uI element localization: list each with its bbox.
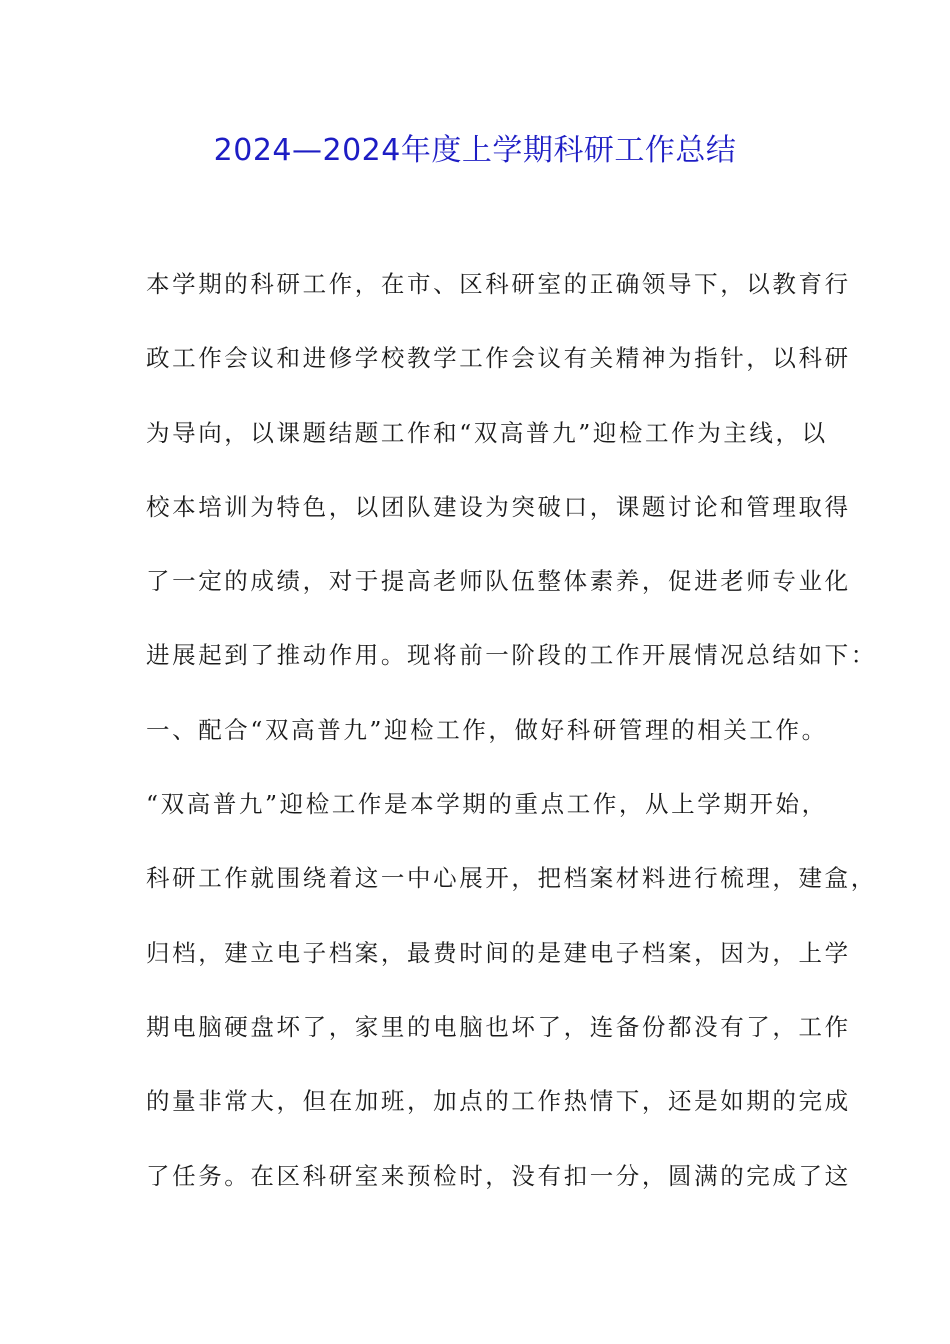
body-line: 的量非常大，但在加班，加点的工作热情下，还是如期的完成 bbox=[146, 1087, 851, 1116]
body-line: 为导向，以课题结题工作和“双高普九”迎检工作为主线，以 bbox=[146, 418, 828, 447]
document-title: 2024—2024年度上学期科研工作总结 bbox=[213, 133, 737, 168]
body-line: “双高普九”迎检工作是本学期的重点工作，从上学期开始， bbox=[146, 790, 828, 819]
document-body bbox=[146, 264, 877, 1230]
body-line: 期电脑硬盘坏了，家里的电脑也坏了，连备份都没有了，工作 bbox=[146, 1012, 851, 1041]
body-line: 校本培训为特色，以团队建设为突破口，课题讨论和管理取得 bbox=[146, 492, 851, 521]
body-line: 归档，建立电子档案，最费时间的是建电子档案，因为，上学 bbox=[146, 938, 851, 967]
body-line: 政工作会议和进修学校教学工作会议有关精神为指针，以科研 bbox=[146, 344, 851, 373]
section-heading-1: 一、配合“双高普九”迎检工作，做好科研管理的相关工作。 bbox=[146, 715, 828, 744]
body-line: 本学期的科研工作，在市、区科研室的正确领导下，以教育行 bbox=[146, 270, 851, 298]
body-line: 进展起到了推动作用。现将前一阶段的工作开展情况总结如下： bbox=[146, 641, 877, 670]
body-line: 了一定的成绩，对于提高老师队伍整体素养，促进老师专业化 bbox=[146, 567, 851, 596]
body-line: 科研工作就围绕着这一中心展开，把档案材料进行梳理，建盒， bbox=[146, 864, 877, 893]
body-line: 了任务。在区科研室来预检时，没有扣一分，圆满的完成了这 bbox=[146, 1161, 851, 1190]
